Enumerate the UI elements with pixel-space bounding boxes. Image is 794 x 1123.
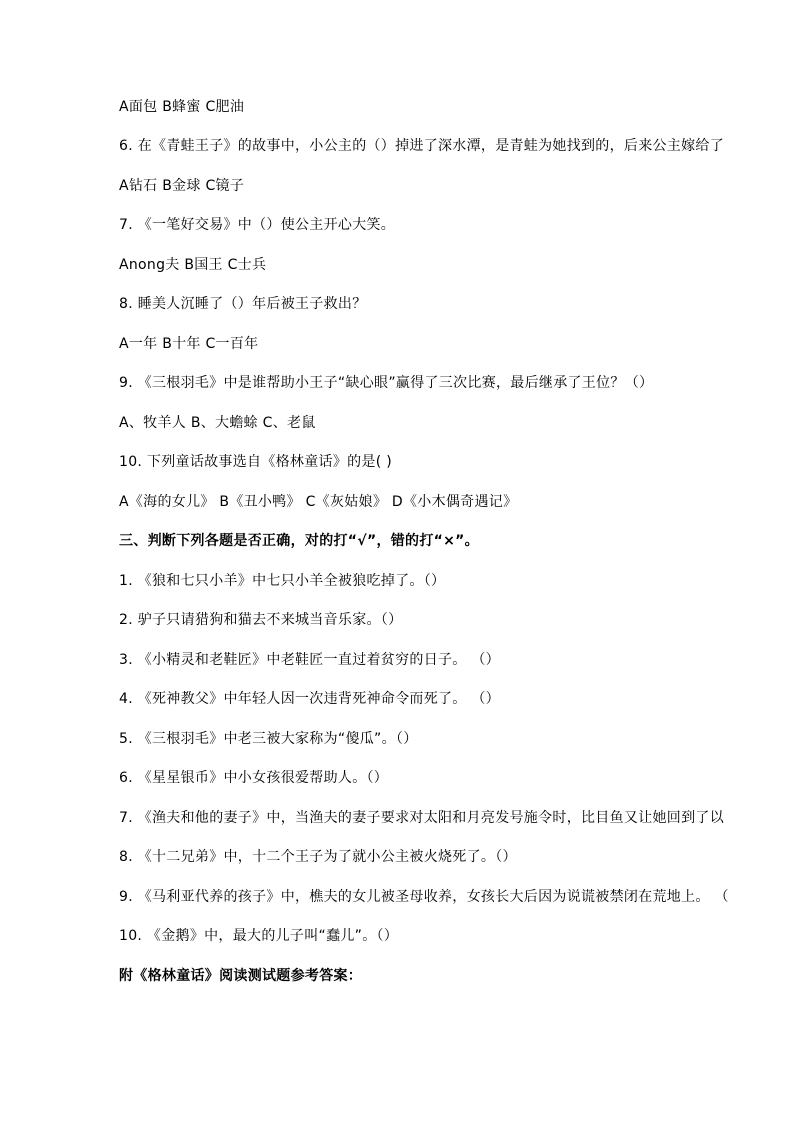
judgment-8: 8. 《十二兄弟》中，十二个王子为了就小公主被火烧死了。（） bbox=[119, 849, 517, 865]
judgment-5: 5. 《三根羽毛》中老三被大家称为“傻瓜”。（） bbox=[119, 731, 418, 747]
question-5-options: A面包 B蜂蜜 C肥油 bbox=[119, 99, 245, 115]
answer-key-heading: 附《格林童话》阅读测试题参考答案： bbox=[119, 968, 363, 984]
question-9: 9. 《三根羽毛》中是谁帮助小王子“缺心眼”赢得了三次比赛，最后继承了王位？（） bbox=[119, 375, 654, 391]
judgment-10: 10. 《金鹅》中，最大的儿子叫“蠢儿”。（） bbox=[119, 928, 399, 944]
question-7-options: Anong夫 B国王 C士兵 bbox=[119, 257, 267, 273]
question-8: 8. 睡美人沉睡了（）年后被王子救出？ bbox=[119, 296, 367, 312]
question-8-options: A一年 B十年 C一百年 bbox=[119, 336, 259, 352]
judgment-2: 2. 驴子只请猎狗和猫去不来城当音乐家。（） bbox=[119, 612, 403, 628]
question-9-options: A、牧羊人 B、大蟾蜍 C、老鼠 bbox=[119, 415, 316, 431]
question-10: 10. 下列童话故事选自《格林童话》的是( ) bbox=[119, 454, 392, 470]
judgment-9: 9. 《马利亚代养的孩子》中，樵夫的女儿被圣母收养，女孩长大后因为说谎被禁闭在荒地上。 （ bbox=[119, 889, 729, 905]
judgment-1: 1. 《狼和七只小羊》中七只小羊全被狼吃掉了。（） bbox=[119, 573, 446, 589]
section-3-heading: 三、判断下列各题是否正确，对的打“√”，错的打“×”。 bbox=[119, 533, 479, 549]
question-6: 6. 在《青蛙王子》的故事中，小公主的（）掉进了深水潭，是青蛙为她找到的，后来公主嫁给了 bbox=[119, 138, 725, 154]
judgment-7: 7. 《渔夫和他的妻子》中，当渔夫的妻子要求对太阳和月亮发号施令时，比目鱼又让她回到了以 bbox=[119, 810, 725, 826]
judgment-4: 4. 《死神教父》中年轻人因一次违背死神命令而死了。 （） bbox=[119, 691, 500, 707]
question-7: 7. 《一笔好交易》中（）使公主开心大笑。 bbox=[119, 217, 396, 233]
question-10-options: A《海的女儿》 B《丑小鸭》 C《灰姑娘》 D《小木偶奇遇记》 bbox=[119, 494, 518, 510]
judgment-3: 3. 《小精灵和老鞋匠》中老鞋匠一直过着贫穷的日子。 （） bbox=[119, 652, 500, 668]
question-6-options: A钻石 B金球 C镜子 bbox=[119, 178, 245, 194]
judgment-6: 6. 《星星银币》中小女孩很爱帮助人。（） bbox=[119, 770, 389, 786]
